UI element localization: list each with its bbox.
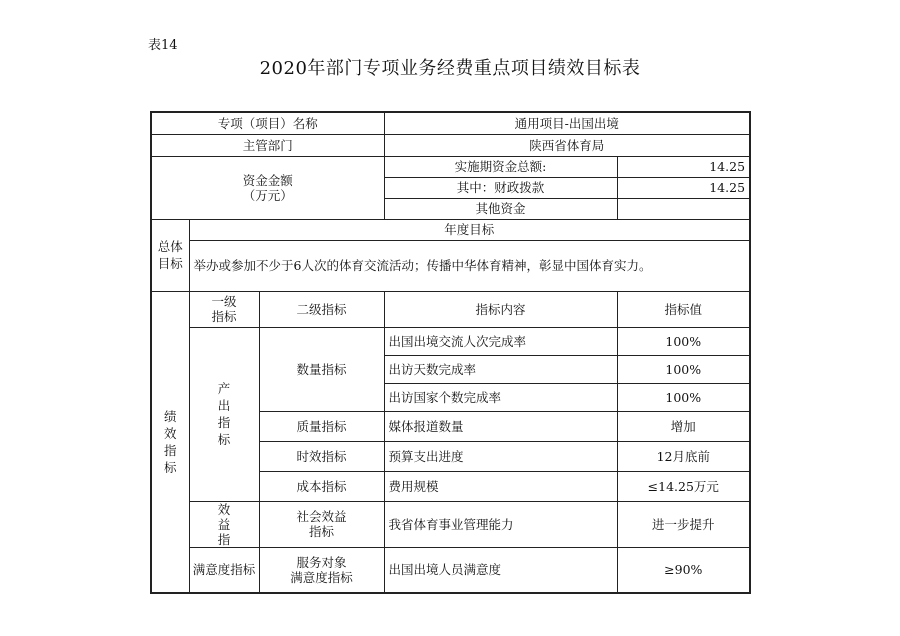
- header-value: 指标值: [617, 291, 750, 327]
- performance-indicator-label: [151, 291, 189, 593]
- social-benefit-label-line2: 指标: [309, 524, 335, 539]
- quantity-value-2: 100%: [617, 355, 750, 383]
- quantity-content-1: 出国出境交流人次完成率: [384, 327, 617, 355]
- timeliness-indicator-label: 时效指标: [259, 441, 384, 471]
- overall-goal-text: 总体目标: [157, 239, 183, 271]
- quality-indicator-label: 质量指标: [259, 411, 384, 441]
- quality-value: 增加: [617, 411, 750, 441]
- satisfaction-indicator-label: 满意度指标: [189, 547, 259, 593]
- social-benefit-content: 我省体育事业管理能力: [384, 501, 617, 547]
- quantity-content-3: 出访国家个数完成率: [384, 383, 617, 411]
- quality-content: 媒体报道数量: [384, 411, 617, 441]
- fund-other-value: [617, 198, 750, 219]
- satisfaction-value: ≥90%: [617, 547, 750, 593]
- output-indicator-label: [189, 327, 259, 501]
- cost-value: ≤14.25万元: [617, 471, 750, 501]
- output-indicator-text: 产出指标: [217, 381, 231, 447]
- department-label: 主管部门: [151, 134, 384, 156]
- annual-goal-header: 年度目标: [189, 219, 750, 240]
- performance-indicator-text: 绩效指标: [163, 408, 177, 475]
- indicator-header-row: [151, 291, 750, 327]
- quantity-value-3: 100%: [617, 383, 750, 411]
- quantity-content-2: 出访天数完成率: [384, 355, 617, 383]
- social-benefit-value: 进一步提升: [617, 501, 750, 547]
- annual-goal-header-row: [151, 219, 750, 240]
- benefit-indicator-text: 效益指: [217, 501, 231, 547]
- annual-goal-text: 举办或参加不少于6人次的体育交流活动；传播中华体育精神，彰显中国体育实力。: [189, 240, 750, 291]
- annual-goal-row: [151, 240, 750, 291]
- fund-total-value: 14.25: [617, 156, 750, 177]
- header-level2: 二级指标: [259, 291, 384, 327]
- table-number: 表14: [148, 38, 178, 53]
- quantity-indicator-label: 数量指标: [259, 327, 384, 411]
- service-satisfaction-line1: 服务对象: [296, 554, 347, 570]
- service-satisfaction-line2: 满意度指标: [290, 569, 353, 585]
- timeliness-content: 预算支出进度: [384, 441, 617, 471]
- fund-label-line1: 资金金额: [242, 172, 293, 188]
- header-content: 指标内容: [384, 291, 617, 327]
- header-level1: [189, 291, 259, 327]
- fund-label-line2: （万元）: [242, 187, 293, 203]
- quantity-value-1: 100%: [617, 327, 750, 355]
- fund-total-row: [151, 156, 750, 177]
- overall-goal-label: [151, 219, 189, 291]
- cost-content: 费用规模: [384, 471, 617, 501]
- quantity-row-1: [151, 327, 750, 355]
- fund-fiscal-value: 14.25: [617, 177, 750, 198]
- fund-other-label: 其他资金: [384, 198, 617, 219]
- fund-amount-label: [151, 156, 384, 219]
- project-name-label: 专项（项目）名称: [151, 112, 384, 134]
- service-satisfaction-label: [259, 547, 384, 593]
- performance-goal-table: [150, 111, 751, 594]
- fund-fiscal-label: 其中：财政拨款: [384, 177, 617, 198]
- department-row: [151, 134, 750, 156]
- cost-indicator-label: 成本指标: [259, 471, 384, 501]
- social-benefit-row: [151, 501, 750, 547]
- document-title: 2020年部门专项业务经费重点项目绩效目标表: [259, 58, 641, 79]
- benefit-indicator-label: [189, 501, 259, 547]
- social-benefit-label: [259, 501, 384, 547]
- timeliness-value: 12月底前: [617, 441, 750, 471]
- project-name-value: 通用项目-出国出境: [384, 112, 750, 134]
- satisfaction-row: [151, 547, 750, 593]
- social-benefit-label-line1: 社会效益: [296, 509, 347, 524]
- satisfaction-content: 出国出境人员满意度: [384, 547, 617, 593]
- header-level1-text: 一级指标: [211, 294, 237, 324]
- project-name-row: [151, 112, 750, 134]
- department-value: 陕西省体育局: [384, 134, 750, 156]
- fund-total-label: 实施期资金总额:: [384, 156, 617, 177]
